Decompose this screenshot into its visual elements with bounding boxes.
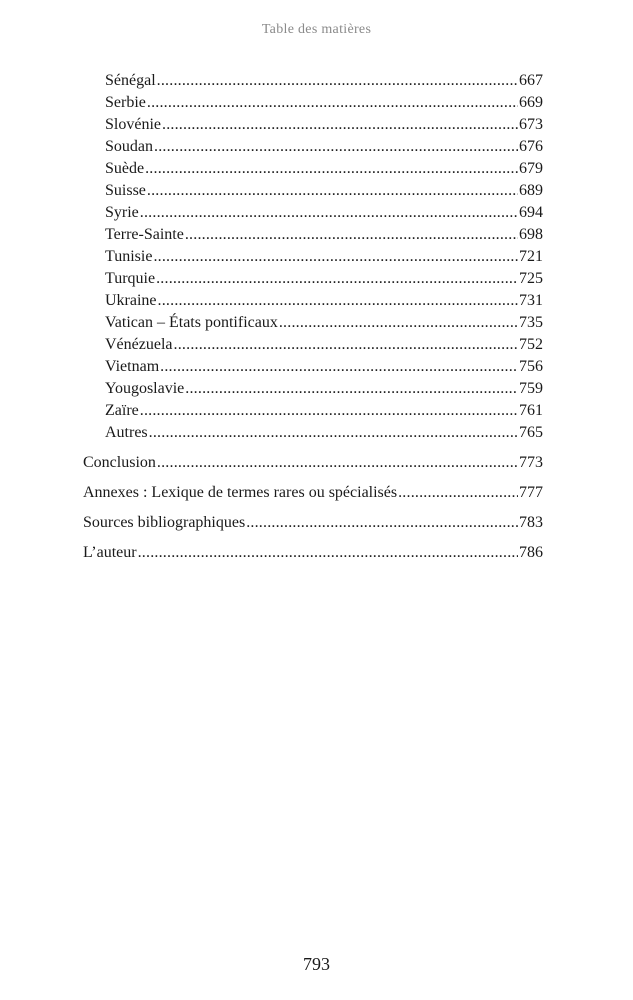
dot-leader <box>158 290 518 312</box>
toc-entry-label: Soudan <box>105 138 153 155</box>
dot-leader <box>147 92 518 114</box>
toc-entry-conclusion[interactable] <box>83 452 543 474</box>
dot-leader <box>398 482 518 504</box>
toc-entry-page: 673 <box>519 116 543 133</box>
toc-entry-page: 679 <box>519 160 543 177</box>
toc-entry-label: Sénégal <box>105 72 156 89</box>
dot-leader <box>138 542 518 564</box>
toc-entry-label: Terre-Sainte <box>105 226 184 243</box>
toc-entry-page: 735 <box>519 314 543 331</box>
toc-entry-label: Turquie <box>105 270 156 287</box>
toc-entry-label: Sources bibliographiques <box>83 514 246 531</box>
toc-entry-label: Annexes : Lexique de termes rares ou spécialisés <box>83 484 398 501</box>
toc-entry-suisse[interactable] <box>105 180 543 202</box>
dot-leader <box>157 452 518 474</box>
toc-entry-label: Conclusion <box>83 454 156 471</box>
toc-entry-page: 752 <box>519 336 543 353</box>
toc-entry-page: 721 <box>519 248 543 265</box>
toc-entry-page: 694 <box>519 204 543 221</box>
toc-entry-page: 669 <box>519 94 543 111</box>
toc-entry-senegal[interactable] <box>105 70 543 92</box>
dot-leader <box>246 512 518 534</box>
dot-leader <box>140 202 518 224</box>
toc-entry-page: 725 <box>519 270 543 287</box>
toc-entry-label: Ukraine <box>105 292 157 309</box>
toc-entry-annexes[interactable] <box>83 482 543 504</box>
page-number: 793 <box>303 954 330 974</box>
dot-leader <box>160 356 518 378</box>
toc-entry-label: Yougoslavie <box>105 380 185 397</box>
toc-entry-label: Vietnam <box>105 358 160 375</box>
toc-entry-autres[interactable] <box>105 422 543 444</box>
toc-entry-auteur[interactable] <box>83 542 543 564</box>
toc-entry-page: 761 <box>519 402 543 419</box>
dot-leader <box>185 224 518 246</box>
toc-entry-page: 777 <box>519 484 543 501</box>
toc-entry-zaire[interactable] <box>105 400 543 422</box>
toc-entry-label: Slovénie <box>105 116 161 133</box>
dot-leader <box>149 422 518 444</box>
toc-entry-suede[interactable] <box>105 158 543 180</box>
toc-entry-venezuela[interactable] <box>105 334 543 356</box>
toc-entry-page: 689 <box>519 182 543 199</box>
dot-leader <box>140 400 518 422</box>
toc-entry-ukraine[interactable] <box>105 290 543 312</box>
dot-leader <box>147 180 518 202</box>
toc-entry-page: 676 <box>519 138 543 155</box>
dot-leader <box>154 136 518 158</box>
toc-entry-slovenie[interactable] <box>105 114 543 136</box>
dot-leader <box>156 268 518 290</box>
toc-entry-soudan[interactable] <box>105 136 543 158</box>
toc-entry-label: Autres <box>105 424 148 441</box>
toc-entry-tunisie[interactable] <box>105 246 543 268</box>
toc-entry-label: Serbie <box>105 94 146 111</box>
toc-entry-page: 786 <box>519 544 543 561</box>
toc-entry-page: 698 <box>519 226 543 243</box>
toc-entry-label: Suède <box>105 160 145 177</box>
toc-entry-label: Suisse <box>105 182 146 199</box>
toc-entry-serbie[interactable] <box>105 92 543 114</box>
toc-entry-page: 783 <box>519 514 543 531</box>
dot-leader <box>162 114 518 136</box>
toc-entry-vietnam[interactable] <box>105 356 543 378</box>
toc-entry-label: L’auteur <box>83 544 137 561</box>
dot-leader <box>174 334 518 356</box>
toc-entry-label: Zaïre <box>105 402 139 419</box>
toc-entry-yougoslavie[interactable] <box>105 378 543 400</box>
toc-entry-page: 731 <box>519 292 543 309</box>
toc-entry-vatican[interactable] <box>105 312 543 334</box>
toc-entry-label: Syrie <box>105 204 139 221</box>
dot-leader <box>145 158 518 180</box>
toc-entry-label: Vénézuela <box>105 336 173 353</box>
dot-leader <box>153 246 518 268</box>
toc-entry-page: 759 <box>519 380 543 397</box>
dot-leader <box>279 312 518 334</box>
toc-entry-page: 765 <box>519 424 543 441</box>
table-of-contents <box>0 70 633 564</box>
toc-entry-label: Tunisie <box>105 248 153 265</box>
toc-entry-label: Vatican – États pontificaux <box>105 314 278 331</box>
dot-leader <box>185 378 518 400</box>
toc-entry-terre-sainte[interactable] <box>105 224 543 246</box>
toc-entry-syrie[interactable] <box>105 202 543 224</box>
toc-entry-page: 773 <box>519 454 543 471</box>
toc-entry-sources-bibliographiques[interactable] <box>83 512 543 534</box>
dot-leader <box>157 70 518 92</box>
toc-entry-page: 756 <box>519 358 543 375</box>
toc-entry-turquie[interactable] <box>105 268 543 290</box>
toc-entry-page: 667 <box>519 72 543 89</box>
running-header: Table des matières <box>261 22 372 37</box>
